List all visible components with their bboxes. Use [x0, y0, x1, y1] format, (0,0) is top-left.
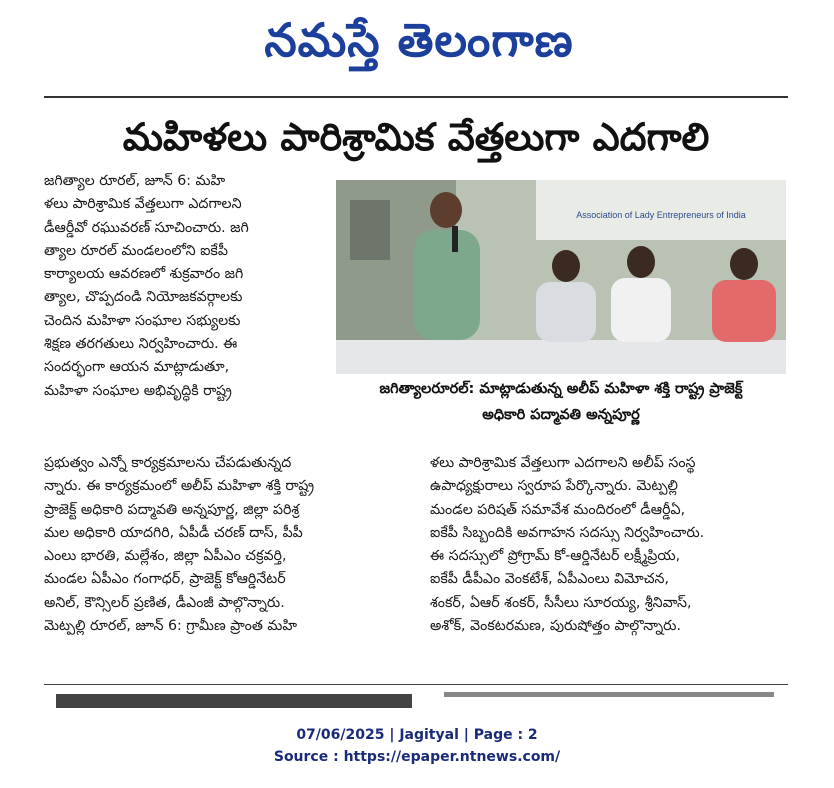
article-line: మెట్పల్లి రూరల్, జూన్ 6: గ్రామీణ ప్రాంత మహి — [44, 618, 298, 635]
article-line: మహిళా సంఘాల అభివృద్ధికి రాష్ట్ర — [44, 382, 232, 399]
article-line: త్యాల, చొప్పదండి నియోజకవర్గాలకు — [44, 289, 243, 306]
article-end-divider — [44, 684, 788, 685]
person-1-head — [552, 250, 580, 282]
photo-frame — [350, 200, 390, 260]
article-line: డీఆర్డీవో రఘువరణ్ సూచించారు. జగి — [44, 219, 249, 236]
article-line: కార్యాలయ ఆవరణలో శుక్రవారం జగి — [44, 266, 244, 283]
clipping-footer — [0, 724, 834, 768]
person-3-body — [712, 280, 776, 342]
photo-caption — [336, 376, 786, 438]
article-column-left-top — [44, 170, 326, 403]
next-article-text-fragment — [444, 692, 774, 697]
article-line: శిక్షణ తరగతులు నిర్వహించారు. ఈ — [44, 336, 238, 353]
newspaper-masthead: నమస్తే తెలంగాణ — [264, 13, 574, 67]
article-line: ళలు పారిశ్రామిక వేత్తలుగా ఎదగాలని — [44, 196, 242, 213]
speaker-head — [430, 192, 462, 228]
article-line: అనిల్, కౌన్సిలర్ ప్రణిత, డీఎంజీ పాల్గొన్నారు. — [44, 594, 285, 611]
footer-source: Source : https://epaper.ntnews.com/ — [273, 749, 561, 765]
article-line: ఐకేపీ డీపీఎం వెంకటేశ్, ఏపీఎంలు విమోచన, — [430, 571, 669, 588]
article-line: ళలు పారిశ్రామిక వేత్తలుగా ఎదగాలని అలీప్ సంస్థ — [430, 455, 696, 471]
article-line: మల అధికారి యాదగిరి, ఏపీడీ చరణ్ దాస్, పీపీ — [44, 524, 303, 541]
meeting-photo-illustration — [336, 180, 786, 374]
article-line: చెందిన మహిళా సంఘాల సభ్యులకు — [44, 312, 241, 329]
article-column-left-bottom — [44, 452, 414, 638]
article-line: ప్రాజెక్ట్ అధికారి పద్మావతి అన్నపూర్ణ, జిల్లా పరిశ్ర — [44, 501, 300, 518]
footer-date-edition: 07/06/2025 | Jagityal | Page : 2 — [296, 727, 538, 743]
article-line: మండల ఏపీఎం గంగాధర్, ప్రాజెక్ట్ కోఆర్డినేటర్ — [44, 571, 286, 588]
microphone — [452, 226, 458, 252]
article-line: మండల పరిషత్ సమావేశ మందిరంలో డీఆర్డీఏ, — [430, 501, 686, 518]
person-1-body — [536, 282, 596, 342]
article-column-right-bottom — [430, 452, 788, 638]
article-line: అశోక్, వెంకటరమణ, పురుషోత్తం పాల్గొన్నారు. — [430, 618, 681, 635]
article-line: త్యాల రూరల్ మండలంలోని ఐకేపీ — [44, 242, 228, 259]
next-article-cutoff — [44, 686, 788, 708]
article-line: ఉపాధ్యక్షురాలు స్వరూప పేర్కొన్నారు. మెట్పల్లి — [430, 478, 678, 495]
article-line: శంకర్, ఏఆర్ శంకర్, సీసీలు సూరయ్య, శ్రీనివాస్, — [430, 594, 692, 611]
article-line: ఎంలు భారతి, మల్లేశం, జిల్లా ఏపీఎం చక్రవర్తి, — [44, 548, 287, 565]
photo-table — [336, 340, 786, 374]
article-headline: మహిళలు పారిశ్రామిక వేత్తలుగా ఎదగాలి — [122, 115, 710, 159]
photo-caption-line-1: జగిత్యాలరూరల్: మాట్లాడుతున్న అలీప్ మహిళా శక్తి రాష్ట్ర ప్రాజెక్ట్ — [379, 381, 743, 397]
article-photo — [336, 180, 786, 374]
photo-banner-text: Association of Lady Entrepreneurs of India — [576, 210, 746, 220]
article-line: ప్రభుత్వం ఎన్నో కార్యక్రమాలను చేపడుతున్నద — [44, 455, 292, 471]
person-2-head — [627, 246, 655, 278]
article-line: న్నారు. ఈ కార్యక్రమంలో అలీప్ మహిళా శక్తి రాష్ట్ర — [44, 478, 315, 495]
next-article-headline-fragment — [56, 694, 412, 708]
speaker-body — [414, 230, 480, 340]
masthead-divider — [44, 96, 788, 98]
article-line: సందర్భంగా ఆయన మాట్లాడుతూ, — [44, 359, 230, 376]
article-line: ఈ సదస్సులో ప్రోగ్రామ్ కో-ఆర్డినేటర్ లక్ష్మీప్రియ, — [430, 548, 681, 565]
photo-caption-line-2: అధికారి పద్మావతి అన్నపూర్ణ — [482, 407, 640, 423]
article-line: ఐకేపీ సిబ్బందికి అవగాహన సదస్సు నిర్వహించారు. — [430, 524, 705, 541]
person-3-head — [730, 248, 758, 280]
article-line: జగిత్యాల రూరల్, జూన్ 6: మహి — [44, 173, 226, 189]
person-2-body — [611, 278, 671, 342]
